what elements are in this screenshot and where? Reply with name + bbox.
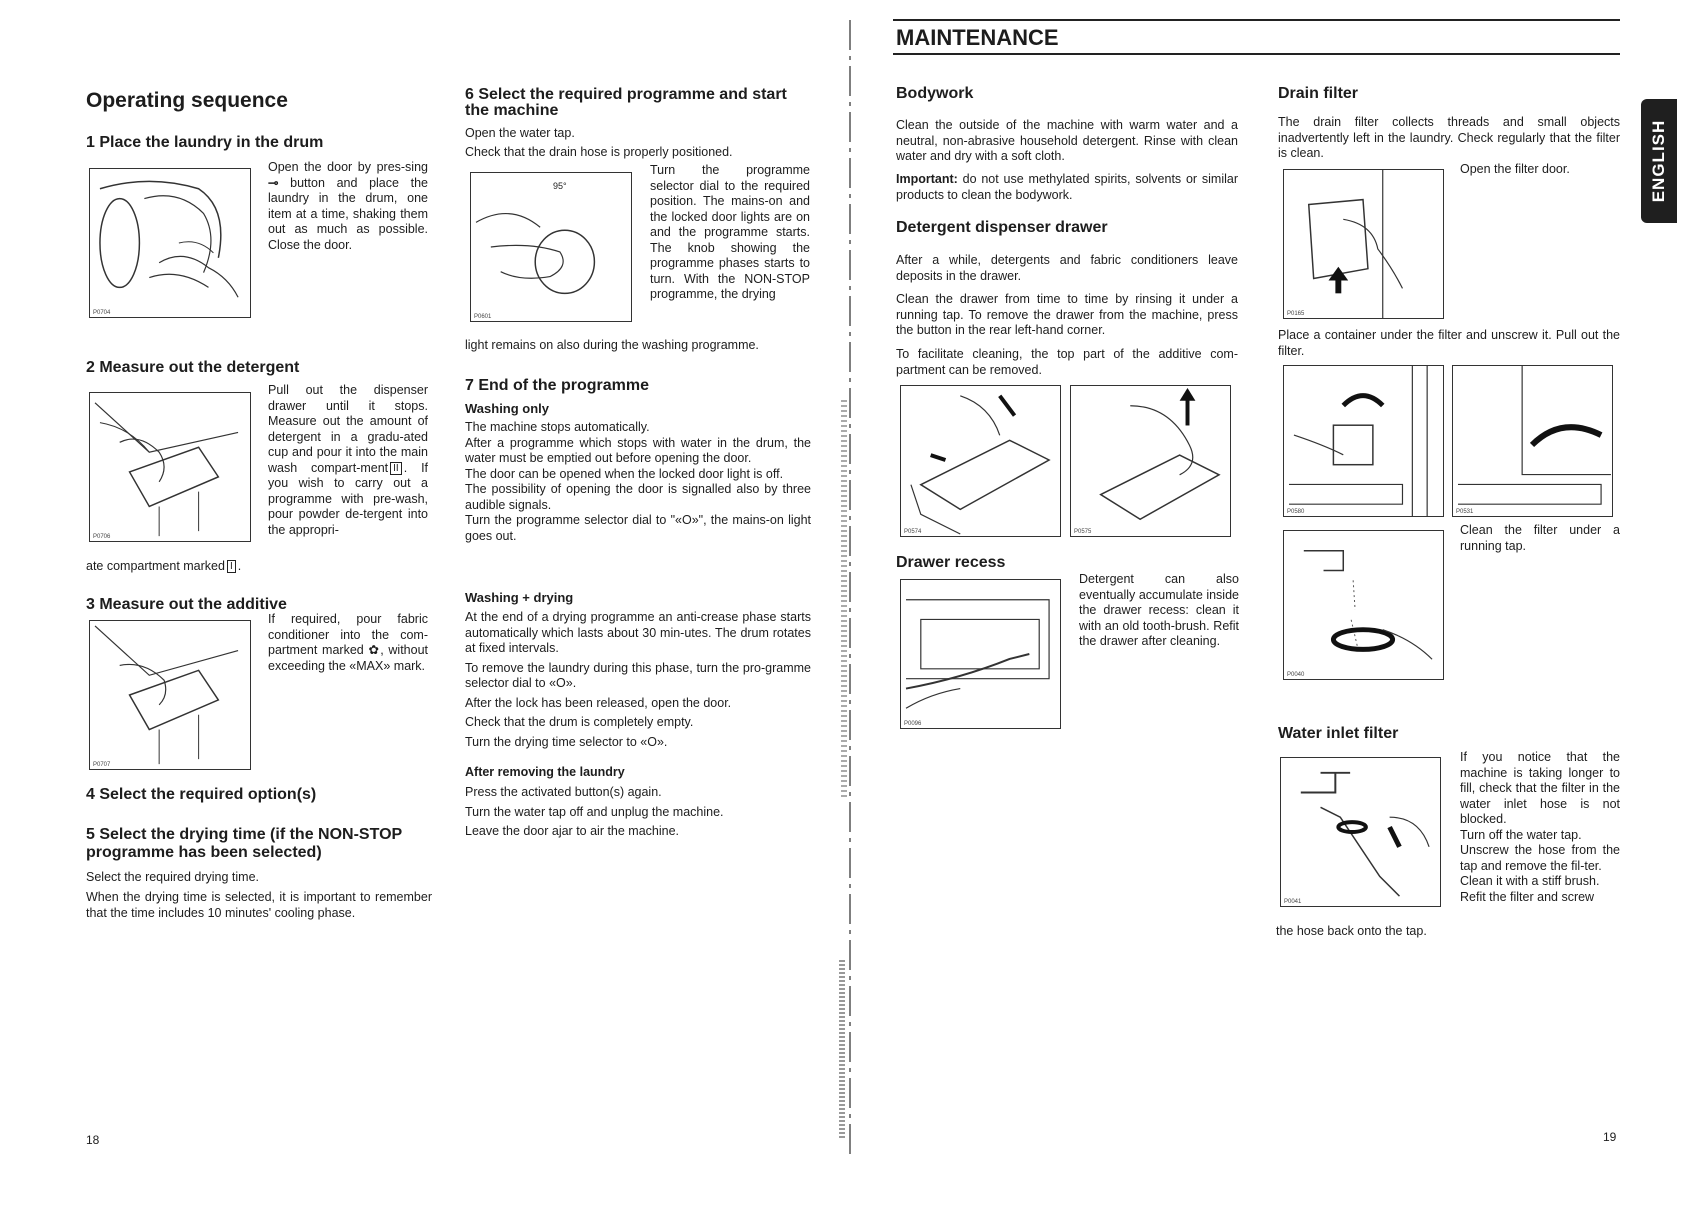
dispenser-heading: Detergent dispenser drawer [896, 219, 1108, 236]
washing-only-subheading: Washing only [465, 401, 550, 416]
washing-drying-text [465, 610, 811, 750]
drawer-part-removal-illustration [1070, 385, 1231, 537]
door-button-icon: ⊸ [268, 175, 279, 190]
inlet-p5: Refit the filter and screw [1460, 889, 1595, 904]
s7-s3-p3: Leave the door ajar to air the machine. [465, 824, 680, 838]
binding-gutter [836, 20, 860, 1160]
recess-text: Detergent can also eventually accumulate inside the drawer recess: clean it with an old tooth-brush. Refit the drawer after cleaning. [1079, 572, 1239, 648]
step2-heading: 2 Measure out the detergent [86, 359, 300, 376]
step2-text-a: Pull out the dispenser drawer until it stops. Measure out the amount of detergent in a gradu-ated cup and pour it into the main wash compart-ment [268, 383, 428, 475]
s7-s2-p1: At the end of a drying programme an anti-crease phase starts automatically which lasts about 30 min-utes. The drum rotates at fixed intervals. [465, 610, 811, 655]
pull-out-filter-illustration [1452, 365, 1613, 517]
step6-p2: Check that the drain hose is properly positioned. [465, 145, 733, 159]
bodywork-p2-text: do not use methylated spirits, solvents or similar products to clean the bodywork. [896, 172, 1238, 202]
figure-code: P0531 [1456, 509, 1474, 515]
step2-text-c: ate compartment marked I . [86, 559, 242, 573]
step1-text [268, 160, 428, 253]
main-wash-compartment-icon: II [390, 462, 402, 475]
figure-code: P0707 [93, 762, 111, 768]
inlet-p3: Unscrew the hose from the tap and remove the fil-ter. [1460, 843, 1620, 873]
s7-s3-p1: Press the activated button(s) again. [465, 785, 662, 799]
figure-code: P0574 [904, 529, 922, 535]
drawer-recess-illustration [900, 579, 1061, 729]
s7-s2-p5: Turn the drying time selector to «O». [465, 734, 668, 749]
dispenser-p3: To facilitate cleaning, the top part of the additive com-partment can be removed. [896, 347, 1238, 377]
inlet-p2: Turn off the water tap. [1460, 827, 1582, 842]
dispenser-p1: After a while, detergents and fabric conditioners leave deposits in the drawer. [896, 253, 1238, 283]
maintenance-title: MAINTENANCE [896, 25, 1059, 50]
washing-only-text [465, 420, 811, 544]
s7-s3-p2: Turn the water tap off and unplug the machine. [465, 804, 724, 819]
temperature-mark: 95° [553, 181, 567, 191]
language-tab [1641, 99, 1677, 223]
figure-code: P0096 [904, 721, 922, 727]
drain-p1: The drain filter collects threads and small objects inadvertently left in the laundry. Check regularly that the filter is clean. [1278, 115, 1620, 160]
after-removing-subheading: After removing the laundry [465, 765, 625, 779]
figure-code: P0580 [1287, 509, 1305, 515]
after-removing-text [465, 785, 811, 840]
step1-heading: 1 Place the laundry in the drum [86, 134, 324, 151]
title-rule [893, 53, 1620, 55]
water-inlet-filter-illustration [1280, 757, 1441, 907]
step6-p1: Open the water tap. [465, 126, 575, 140]
detergent-drawer-illustration [89, 392, 251, 542]
language-tab-label: ENGLISH [1649, 119, 1668, 203]
dispenser-p2: Clean the drawer from time to time by rinsing it under a running tap. To remove the drawer from the machine, press the button in the rear left-hand corner. [896, 292, 1238, 337]
drain-heading: Drain filter [1278, 85, 1359, 102]
s7-p4: The possibility of opening the door is signalled also by three audible signals. [465, 482, 811, 512]
step1-text-b: button and place the laundry in the drum, one item at a time, shaking them out as much as possible. Close the door. [268, 175, 428, 252]
step3-heading: 3 Measure out the additive [86, 596, 287, 613]
step5-heading: 5 Select the drying time (if the NON-STOP programme has been selected) [86, 826, 402, 861]
important-label: Important: [896, 172, 958, 186]
step6-heading: 6 Select the required programme and start the machine [465, 86, 787, 119]
bodywork-p2 [896, 172, 1238, 203]
additive-drawer-illustration [89, 620, 251, 770]
page-title-left: Operating sequence [86, 89, 288, 112]
step3-text-b: without exceeding the «MAX» mark. [268, 643, 429, 673]
recess-heading: Drawer recess [896, 554, 1006, 571]
step7-heading: 7 End of the programme [465, 377, 650, 394]
unscrew-filter-illustration [1283, 365, 1444, 517]
inlet-text [1460, 750, 1620, 905]
figure-code: P0041 [1284, 899, 1302, 905]
drawer-removal-illustration [900, 385, 1061, 537]
s7-p1: The machine stops automatically. [465, 420, 650, 434]
page-number-right: 19 [1603, 1130, 1617, 1144]
laundry-drum-illustration [89, 168, 251, 318]
step3-text: If required, pour fabric conditioner into the com-partment marked ✿, without exceeding the «MAX» mark. [268, 612, 429, 673]
step3-text-a: If required, pour fabric conditioner into the com-partment marked [268, 612, 428, 657]
step2-text: Pull out the dispenser drawer until it stops. Measure out the amount of detergent in a gradu-ated cup and pour it into the main wash compart-ment II . If you wish to carry out a programme with pre-wash, pour powder de-tergent into the appropri- [268, 383, 429, 537]
filter-door-illustration [1283, 169, 1444, 319]
softener-icon: ✿ [368, 643, 381, 657]
figure-code: P0575 [1074, 529, 1092, 535]
figure-code: P0040 [1287, 672, 1305, 678]
step2-text-b: If you wish to carry out a programme with pre-wash, pour powder de-tergent into the appropri- [268, 460, 429, 537]
washing-drying-subheading: Washing + drying [465, 590, 574, 605]
page-number-left: 18 [86, 1133, 100, 1147]
bodywork-p1: Clean the outside of the machine with warm water and a neutral, non-abrasive household detergent. Rinse with clean water and dry with a soft cloth. [896, 118, 1238, 163]
step5-p1: Select the required drying time. [86, 870, 260, 884]
s7-s2-p2: To remove the laundry during this phase, turn the pro-gramme selector dial to «O». [465, 660, 811, 690]
drain-p4: Clean the filter under a running tap. [1460, 523, 1620, 553]
step2-text-c-span: ate compartment marked [86, 559, 225, 573]
s7-s2-p4: Check that the drum is completely empty. [465, 715, 694, 729]
figure-code: P0704 [93, 310, 111, 316]
figure-code: P0706 [93, 534, 111, 540]
s7-p3: The door can be opened when the locked door light is off. [465, 466, 784, 481]
inlet-p6: the hose back onto the tap. [1276, 924, 1427, 938]
step6-p3: Turn the programme selector dial to the required position. The mains-on and the locked door lights are on and the programme starts. The knob showing the programme phases starts to turn. With the NON-STOP programme, the drying [650, 163, 810, 301]
s7-p5: Turn the programme selector dial to "«O»", the mains-on light goes out. [465, 513, 811, 543]
drain-p2: Open the filter door. [1460, 162, 1570, 176]
step5-p2: When the drying time is selected, it is important to remember that the time includes 10 minutes' cooling phase. [86, 890, 432, 920]
step6-p4: light remains on also during the washing programme. [465, 338, 759, 352]
step4-heading: 4 Select the required option(s) [86, 786, 317, 803]
top-rule [893, 19, 1620, 21]
bodywork-heading: Bodywork [896, 85, 974, 102]
inlet-heading: Water inlet filter [1278, 725, 1399, 742]
inlet-p1: If you notice that the machine is taking longer to fill, check that the filter in the water inlet hose is not blocked. [1460, 750, 1620, 826]
step1-text-a: Open the door by pres-sing [268, 160, 428, 174]
figure-code: P0601 [474, 314, 492, 320]
inlet-p4: Clean it with a stiff brush. [1460, 874, 1600, 888]
s7-s2-p3: After the lock has been released, open the door. [465, 695, 732, 710]
programme-selector-illustration [470, 172, 632, 322]
figure-code: P0165 [1287, 311, 1305, 317]
clean-filter-illustration [1283, 530, 1444, 680]
prewash-compartment-icon: I [227, 560, 236, 573]
drain-p3: Place a container under the filter and unscrew it. Pull out the filter. [1278, 328, 1620, 358]
s7-p2: After a programme which stops with water in the drum, the water must be emptied out before opening the door. [465, 435, 811, 465]
